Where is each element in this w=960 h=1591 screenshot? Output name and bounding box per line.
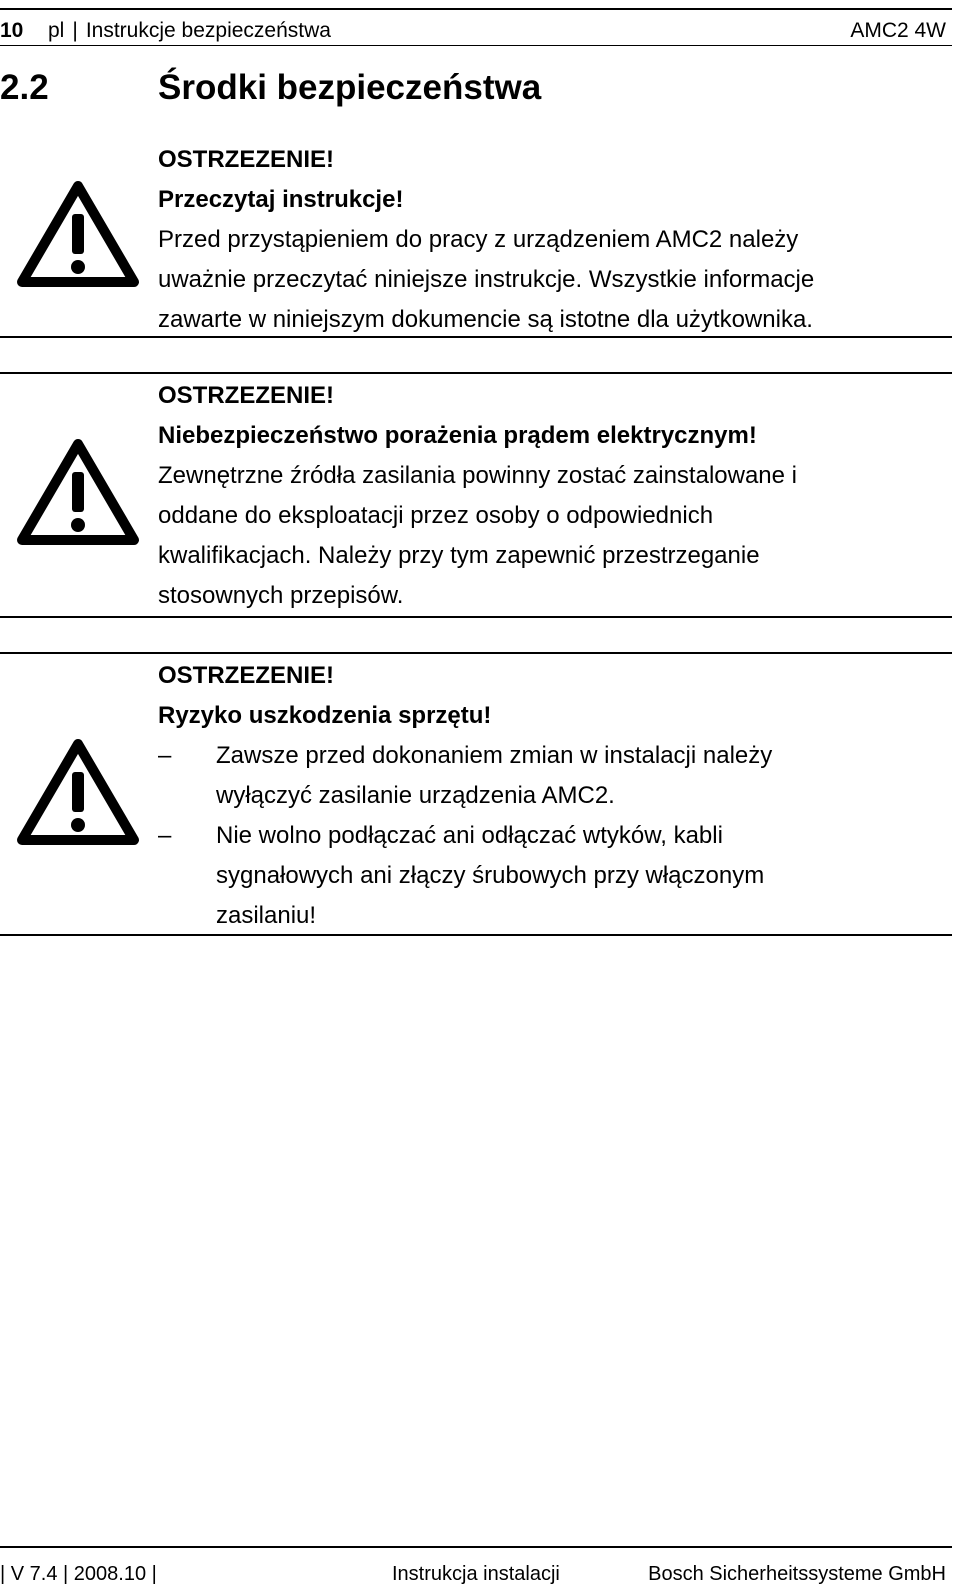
product-name: AMC2 4W — [850, 19, 946, 42]
warning-text-line: Przed przystąpieniem do pracy z urządzeniem AMC2 należy — [158, 226, 799, 253]
warning-bottom-divider — [0, 616, 952, 618]
language-code: pl — [48, 19, 65, 42]
warning-text-line: uważnie przeczytać niniejsze instrukcje. Wszystkie informacje — [158, 266, 815, 293]
list-item-line: zasilaniu! — [216, 902, 317, 929]
list-item-line: wyłączyć zasilanie urządzenia AMC2. — [216, 782, 615, 809]
list-item — [158, 816, 948, 936]
warning-label: OSTRZEZENIE! — [158, 662, 335, 689]
warning-triangle-icon — [16, 738, 140, 848]
list-item — [158, 736, 948, 816]
document-type: Instrukcja instalacji — [392, 1563, 560, 1585]
page-number: 10 — [0, 19, 24, 42]
warning-content — [158, 140, 948, 340]
dash-bullet: – — [158, 742, 172, 769]
section-title-text: Środki bezpieczeństwa — [158, 68, 542, 107]
release-date: 2008.10 — [73, 1563, 147, 1585]
warning-bottom-divider — [0, 336, 952, 338]
list-item-line: sygnałowych ani złączy śrubowych przy włączonym — [216, 862, 765, 889]
warning-heading: Ryzyko uszkodzenia sprzętu! — [158, 702, 492, 729]
warning-top-divider — [0, 652, 952, 654]
warning-bottom-divider — [0, 934, 952, 936]
page-header — [0, 8, 952, 46]
warning-heading: Przeczytaj instrukcje! — [158, 186, 404, 213]
company-name: Bosch Sicherheitssysteme GmbH — [648, 1563, 946, 1585]
warning-text-line: stosownych przepisów. — [158, 582, 404, 609]
warning-triangle-icon — [16, 180, 140, 290]
version-number: V 7.4 — [10, 1563, 58, 1585]
list-item-line: Zawsze przed dokonaniem zmian w instalacji należy — [216, 742, 773, 769]
page-footer — [0, 1546, 952, 1588]
warning-text-line: oddane do eksploatacji przez osoby o odpowiednich — [158, 502, 714, 529]
warning-text-line: zawarte w niniejszym dokumencie są istotne dla użytkownika. — [158, 306, 813, 333]
warning-label: OSTRZEZENIE! — [158, 382, 335, 409]
section-number: 2.2 — [0, 68, 49, 107]
page-title — [0, 66, 541, 110]
header-breadcrumb: pl | Instrukcje bezpieczeństwa — [48, 19, 331, 42]
warning-content — [158, 656, 948, 936]
section-name: Instrukcje bezpieczeństwa — [85, 19, 331, 42]
warning-top-divider — [0, 372, 952, 374]
warning-content — [158, 376, 948, 616]
warning-heading: Niebezpieczeństwo porażenia prądem elektrycznym! — [158, 422, 757, 449]
warning-triangle-icon — [16, 438, 140, 548]
warning-instructions-list — [158, 736, 948, 936]
dash-bullet: – — [158, 822, 172, 849]
footer-version: | V 7.4 | 2008.10 | — [0, 1563, 157, 1585]
header-divider — [0, 45, 952, 46]
list-item-line: Nie wolno podłączać ani odłączać wtyków, kabli — [216, 822, 723, 849]
warning-text-line: Zewnętrzne źródła zasilania powinny zostać zainstalowane i — [158, 462, 797, 489]
warning-label: OSTRZEZENIE! — [158, 146, 335, 173]
warning-text-line: kwalifikacjach. Należy przy tym zapewnić przestrzeganie — [158, 542, 760, 569]
